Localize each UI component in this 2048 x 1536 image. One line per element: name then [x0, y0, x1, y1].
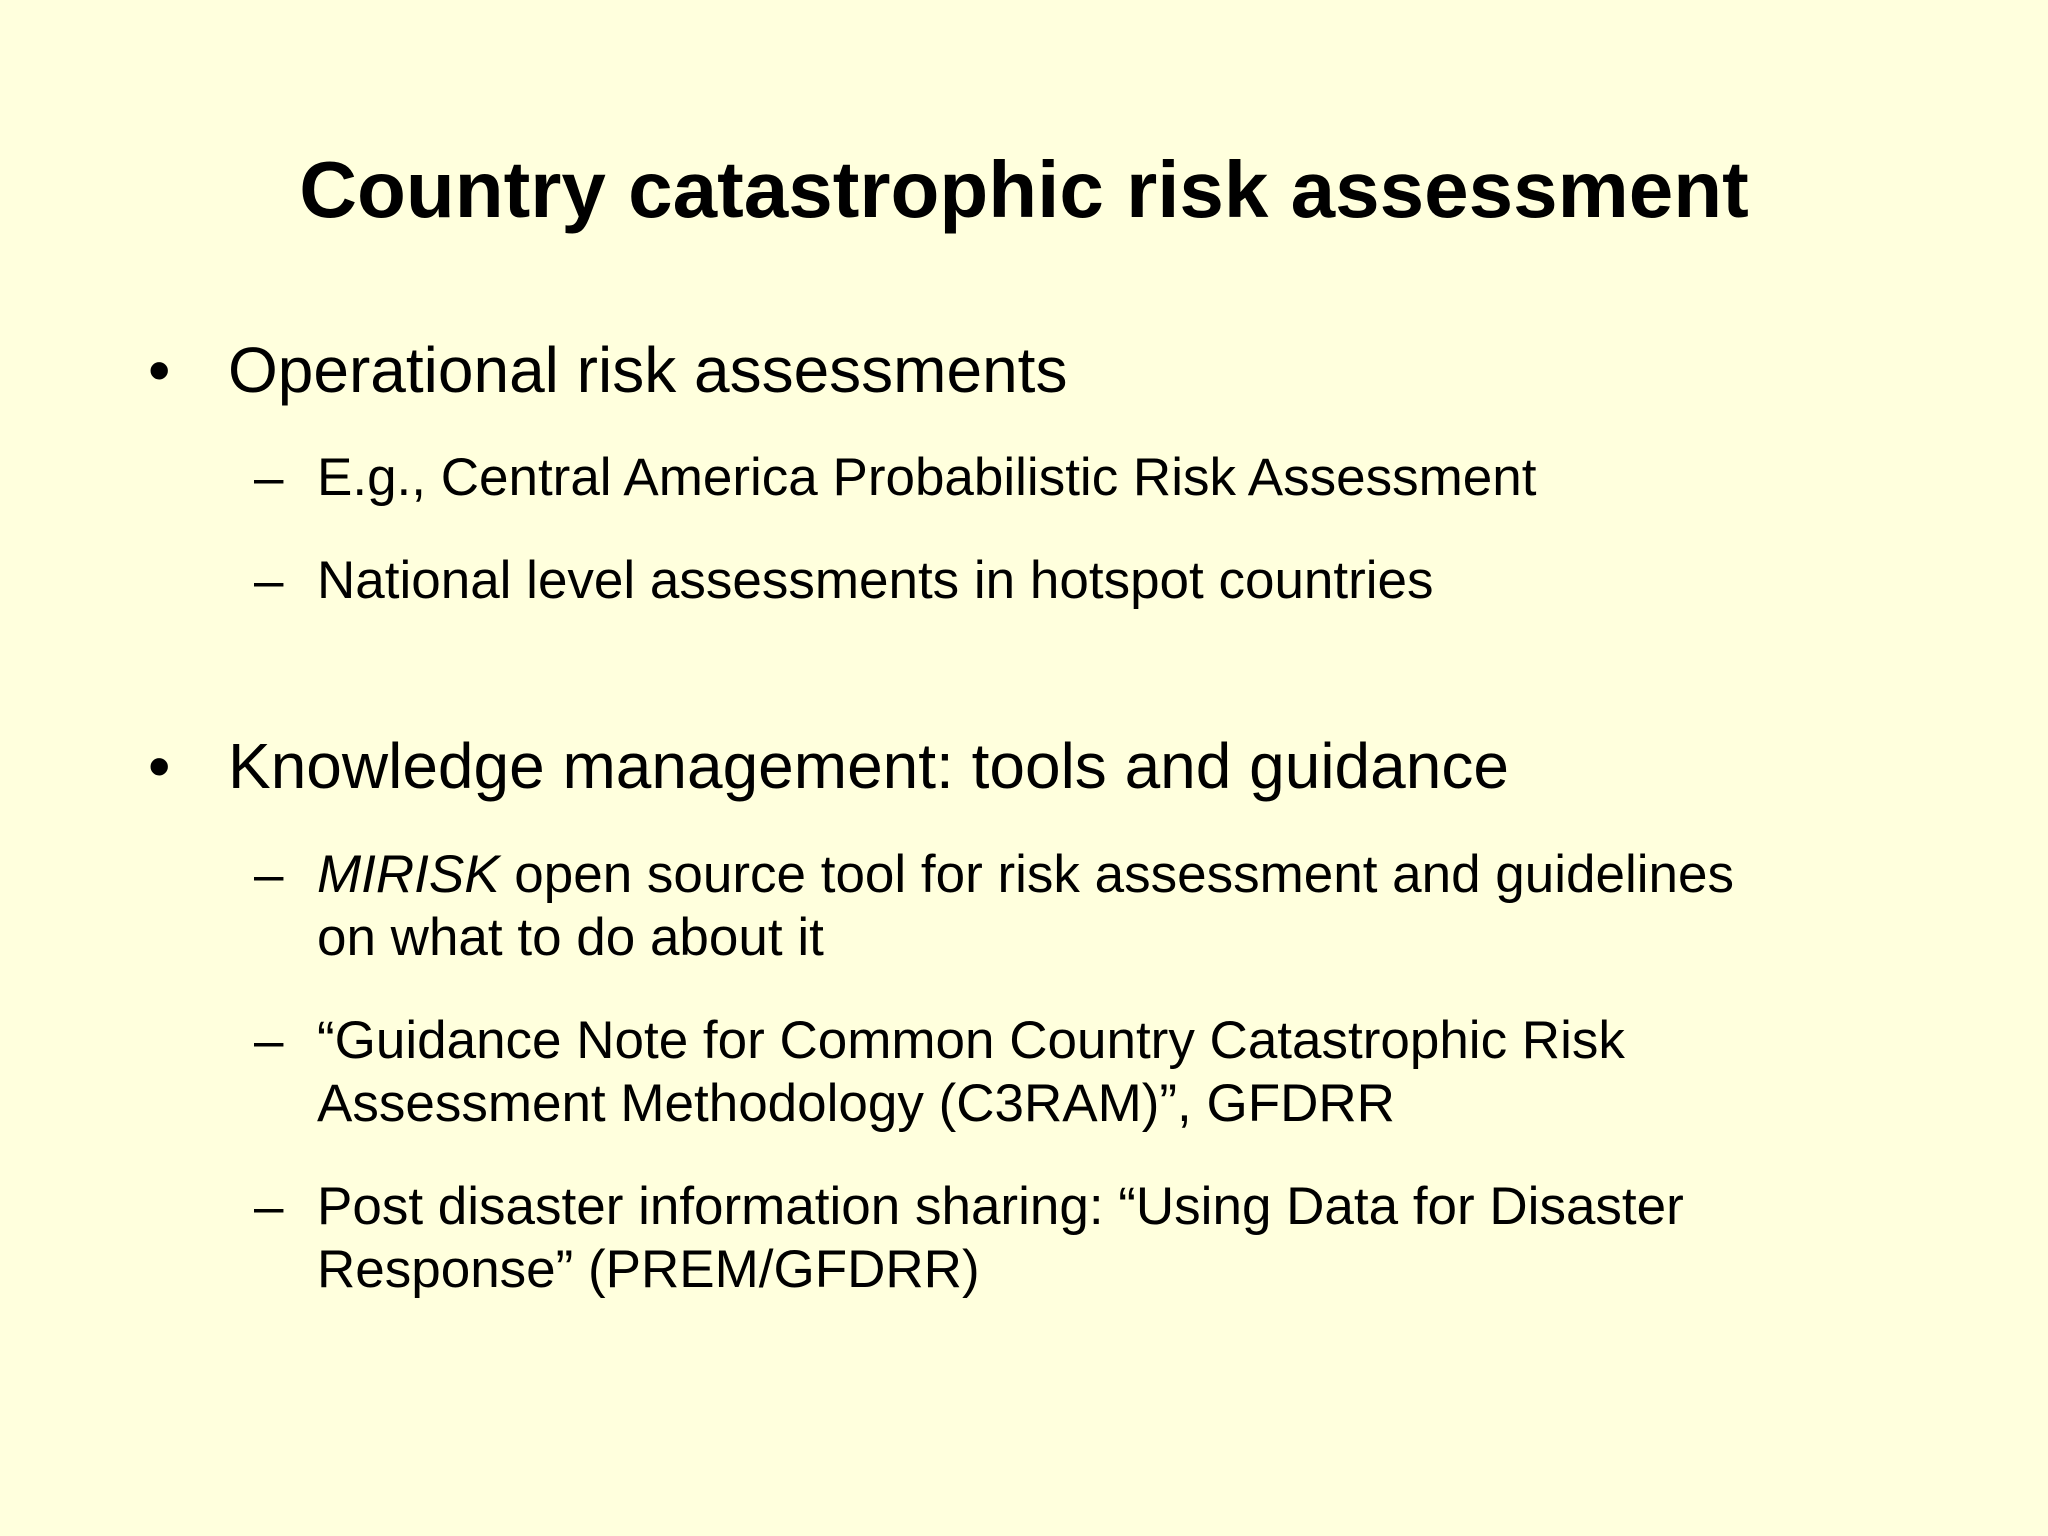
mirisk-name: MIRISK — [317, 845, 500, 904]
sub-bullet-text — [317, 549, 1937, 612]
dash-icon: – — [254, 845, 284, 904]
sub-bullet-text — [317, 446, 1937, 509]
text-segment: open source tool for risk assessment and guidelines — [499, 845, 1734, 904]
text-line: E.g., Central America Probabilistic Risk Assessment — [317, 448, 1537, 507]
sub-bullet-text — [317, 1175, 1937, 1301]
bullet-text: Knowledge management: tools and guidance — [228, 730, 1509, 802]
text-line: Response” (PREM/GFDRR) — [317, 1240, 980, 1299]
dash-icon: – — [254, 448, 284, 507]
dash-icon: – — [254, 1011, 284, 1070]
dash-icon: – — [254, 551, 284, 610]
bullet-icon: • — [148, 730, 171, 802]
text-line — [317, 843, 1937, 906]
sub-bullet-text — [317, 1009, 1937, 1135]
slide-title: Country catastrophic risk assessment — [299, 145, 1749, 234]
text-line: on what to do about it — [317, 908, 824, 967]
dash-icon: – — [254, 1177, 284, 1236]
text-line: Post disaster information sharing: “Using Data for Disaster — [317, 1177, 1684, 1236]
bullet-icon: • — [148, 334, 171, 406]
sub-bullet-text — [317, 843, 1937, 969]
bullet-text: Operational risk assessments — [228, 334, 1068, 406]
text-line: National level assessments in hotspot countries — [317, 551, 1434, 610]
text-line: “Guidance Note for Common Country Catastrophic Risk — [317, 1011, 1625, 1070]
text-line: Assessment Methodology (C3RAM)”, GFDRR — [317, 1074, 1395, 1133]
